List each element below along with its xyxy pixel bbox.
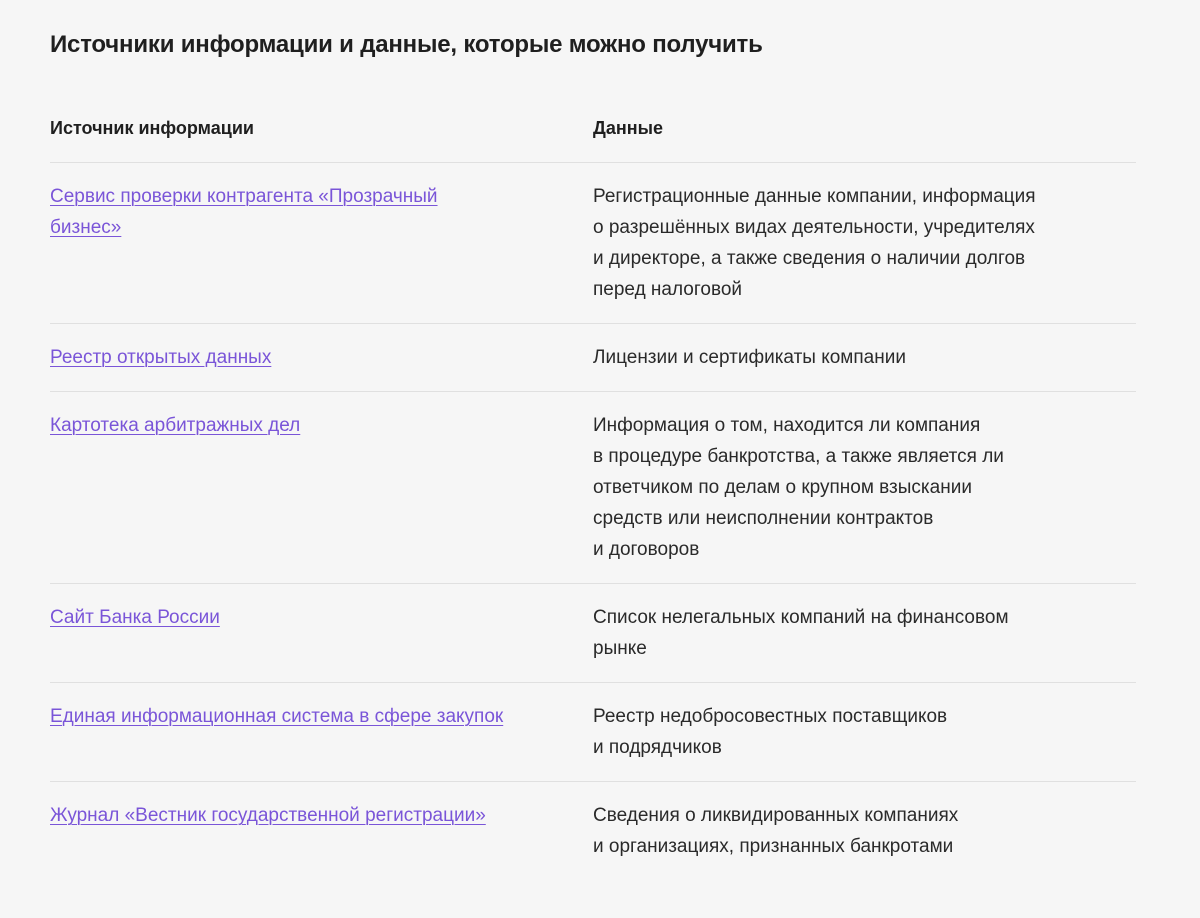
data-cell — [593, 410, 1136, 565]
data-line: и директоре, а также сведения о наличии долгов — [593, 248, 1026, 269]
page-title: Источники информации и данные, которые можно получить — [50, 31, 763, 58]
data-line: Реестр недобросовестных поставщиков — [593, 706, 948, 727]
source-cell — [50, 181, 593, 305]
data-cell — [593, 701, 1136, 763]
table-row — [50, 584, 1136, 683]
source-cell — [50, 342, 593, 373]
data-line: средств или неисполнении контрактов — [593, 508, 934, 529]
data-line: перед налоговой — [593, 279, 743, 300]
source-link[interactable]: Журнал «Вестник государственной регистрации» — [50, 805, 486, 826]
source-cell — [50, 701, 593, 763]
source-link[interactable]: Единая информационная система в сфере закупок — [50, 706, 504, 727]
table-row — [50, 782, 1136, 880]
data-line: и договоров — [593, 539, 700, 560]
data-line: и организациях, признанных банкротами — [593, 836, 954, 857]
data-line: Информация о том, находится ли компания — [593, 415, 981, 436]
data-line: Лицензии и сертификаты компании — [593, 347, 906, 368]
source-cell — [50, 410, 593, 565]
table-header — [50, 110, 1136, 163]
source-link[interactable]: Картотека арбитражных дел — [50, 415, 301, 436]
data-line: Регистрационные данные компании, информация — [593, 186, 1036, 207]
header-source: Источник информации — [50, 118, 254, 138]
data-line: и подрядчиков — [593, 737, 722, 758]
data-line: рынке — [593, 638, 647, 659]
data-line: ответчиком по делам о крупном взыскании — [593, 477, 972, 498]
data-line: о разрешённых видах деятельности, учредителях — [593, 217, 1035, 238]
source-link[interactable]: Сайт Банка России — [50, 607, 220, 628]
source-cell — [50, 800, 593, 862]
table-row — [50, 163, 1136, 324]
source-link[interactable]: Сервис проверки контрагента «Прозрачный бизнес» — [50, 186, 438, 238]
table-row — [50, 683, 1136, 782]
data-cell — [593, 181, 1136, 305]
data-cell — [593, 342, 1136, 373]
data-line: Сведения о ликвидированных компаниях — [593, 805, 959, 826]
table-row — [50, 392, 1136, 584]
data-line: Список нелегальных компаний на финансовом — [593, 607, 1009, 628]
data-line: в процедуре банкротства, а также является ли — [593, 446, 1004, 467]
header-data: Данные — [593, 118, 663, 138]
source-link[interactable]: Реестр открытых данных — [50, 347, 272, 368]
table-body — [50, 163, 1136, 880]
table-row — [50, 324, 1136, 392]
data-cell — [593, 800, 1136, 862]
sources-table — [50, 110, 1136, 880]
data-cell — [593, 602, 1136, 664]
source-cell — [50, 602, 593, 664]
